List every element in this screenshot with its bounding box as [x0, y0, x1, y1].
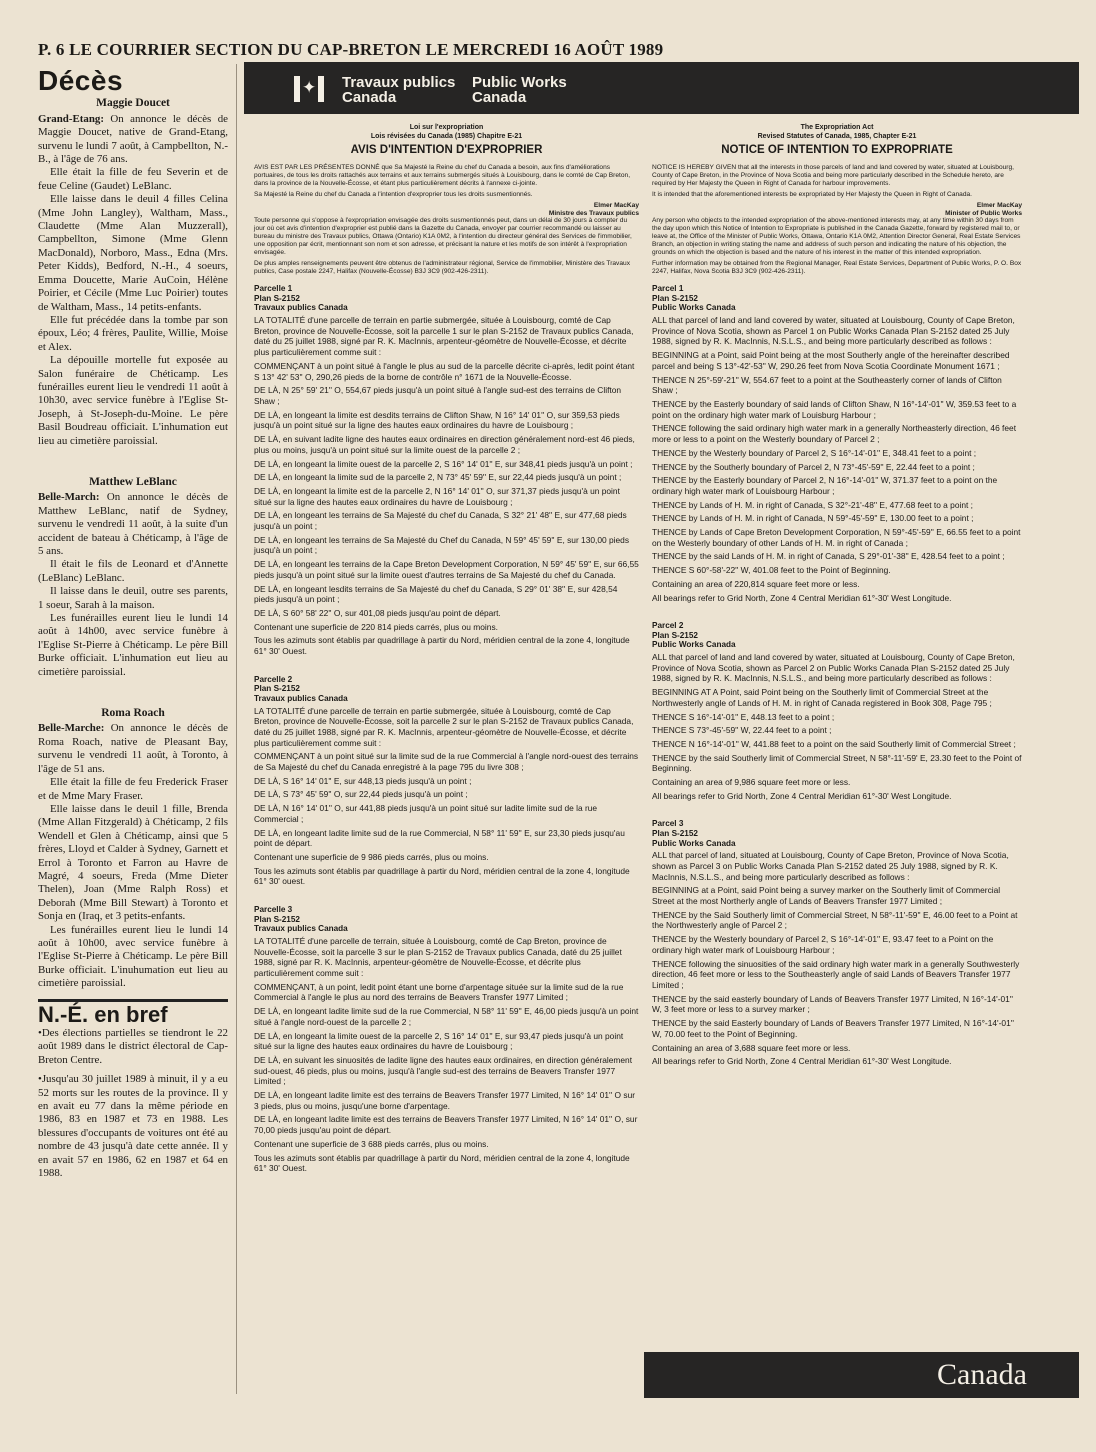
- parcel-line: Tous les azimuts sont établis par quadrillage à partir du Nord, méridien central de la zone 4, longitude 61° 30' ouest.: [254, 865, 630, 887]
- parcel-line: THENCE N 25°-59'-21'' W, 554.67 feet to a point at the Southeasterly corner of lands of Clifton Shaw ;: [652, 374, 1002, 396]
- notice-intro: AVIS EST PAR LES PRÉSENTES DONNÉ que Sa Majesté la Reine du chef du Canada a besoin, aux fins d'améliorations portuaires, de tous les droits rattachés aux terrains et aux terrains submergés situés à Louisbourg, dans le comté de Cap Breton, dans la province de la Nouvelle-Écosse, et étant plus particulièrement décrits à l'annexe ci-jointe.: [254, 163, 631, 187]
- obituary: [38, 476, 228, 679]
- parcel-list: [254, 284, 639, 1174]
- parcel-line: Tous les azimuts sont établis par quadrillage à partir du Nord, méridien central de la zone 4, longitude 61° 30' Ouest.: [254, 635, 630, 657]
- notice-objection: Toute personne qui s'oppose à l'expropriation envisagée des droits susmentionnés peut, dans un délai de 30 jours à compter du jour où cet avis d'intention d'exproprier est publié dans la Gazette du Canada, envoyer par courrier recommandé ou laisser au bureau du ministre des Travaux publics, Ottawa (Ontario) K1A 0M2, à l'intention du directeur général des Services de l'immobilier, une opposition par écrit, mentionnant son nom et son adresse, et précisant la nature et les motifs de son intérêt à l'expropriation envisagée.: [254, 217, 632, 257]
- notice-intent: It is intended that the aforementioned interests be expropriated by Her Majesty the Queen in Right of Canada.: [652, 190, 972, 198]
- obituary-name: Matthew LeBlanc: [89, 475, 177, 488]
- canada-wordmark-bar: [644, 1352, 1079, 1398]
- notice-info: De plus amples renseignements peuvent être obtenus de l'administrateur régional, Service de l'immobilier, Ministère des Travaux publics, Case postale 2247, Halifax (Nouvelle-Écosse) B3J 3C9 (902-426-2311).: [254, 260, 630, 276]
- parcel-line: ALL that parcel of land, situated at Louisbourg, County of Cape Breton, Province of Nova Scotia, shown as Parcel 3 on Public Works Canada Plan S-2152 dated 25 July 1988, signed by R. K. MacInnis, N.S.L.S., and being more particularly described as follows :: [652, 850, 1009, 882]
- parcel-line: DE LÀ, en longeant les terrains de Sa Majesté du chef du Canada, S 32° 21' 48'' E, sur 477,68 pieds jusqu'à un point ;: [254, 510, 627, 532]
- parcel-line: THENCE by Lands of Cape Breton Development Corporation, N 59°-45'-59'' E, 66.55 feet to a point on the Westerly boundary of other Lands of H. M. in right of Canada ;: [652, 527, 1021, 548]
- obituary-paragraph: [38, 113, 228, 167]
- parcel-line: DE LÀ, S 16° 14' 01'' E, sur 448,13 pieds jusqu'à un point ;: [254, 775, 472, 786]
- obituary-paragraph: [38, 722, 228, 776]
- parcel-line: BEGINNING at a Point, said Point being at the most Southerly angle of the hereinafter described parcel and being S 13°-42'-53'' W, 290.26 feet from Nova Scotia Coordinate Monument 1671 ;: [652, 350, 1010, 371]
- parcel-line: DE LÀ, en suivant les sinuosités de ladite ligne des hautes eaux ordinaires, en direction généralement sud-ouest, 46 pieds, plus ou moins, jusqu'à l'angle sud-est des terrains de Beavers Transfer 1977 Limited ;: [254, 1054, 633, 1087]
- government-banner: [244, 62, 1079, 114]
- parcel-line: LA TOTALITÉ d'une parcelle de terrain en partie submergée, située à Louisbourg, comté de Cap Breton, province de Nouvelle-Écosse, soit la parcelle 1 sur le plan S-2152 de Travaux publics Canada, daté du 25 juillet 1988, signé par R. K. MacInnis, arpenteur-géomètre de Nouvelle-Écosse, et décrite plus particulièrement comme suit :: [254, 315, 634, 358]
- parcel-line: THENCE by the Easterly boundary of said lands of Clifton Shaw, N 16°-14'-01'' W, 359.53 feet to a point on the ordinary high water mark of Louisburg Harbour ;: [652, 399, 1017, 420]
- deces-heading: Décès: [38, 65, 124, 96]
- act-reference: The Expropriation Act Revised Statutes of Canada, 1985, Chapter E-21: [757, 124, 917, 140]
- obituary-paragraph: [38, 491, 228, 558]
- bref-heading: N.-É. en bref: [38, 1001, 168, 1027]
- parcel-line: Containing an area of 3,688 square feet more or less.: [652, 1042, 851, 1053]
- parcel-heading: Parcelle 1 Plan S-2152 Travaux publics Canada: [254, 284, 348, 313]
- obituary-paragraph: Elle laisse dans le deuil 1 fille, Brenda (Mme Allan Fitzgerald) à Chéticamp, 2 fils Wendell et Glen à Chéticamp, ainsi que 5 frères, Lloyd et Calder à Sydney, Garnett et Errol à Toronto et Farron au Havre de Magré, 4 soeurs, Freda (Mme Dieter Thelen), Joan (Mme Ralph Ross) et Deborah (Mme Bill Stewart) à Toronto et Sonja en (Iraq, et 3 petits-enfants.: [38, 802, 228, 923]
- minister-signature: Elmer MacKay Minister of Public Works: [945, 201, 1022, 217]
- parcel-line: Containing an area of 9,986 square feet more or less.: [652, 777, 851, 788]
- obituary-paragraph: Il laisse dans le deuil, outre ses parents, 1 soeur, Sarah à la maison.: [38, 585, 228, 611]
- obituary-place: Belle-March:: [38, 491, 100, 504]
- parcel-block: [652, 284, 1022, 603]
- parcel-line: DE LÀ, en longeant la limite ouest de la parcelle 2, S 16° 14' 01'' E, sur 348,41 pieds jusqu'à un point ;: [254, 458, 633, 469]
- obituary-place: Grand-Etang:: [38, 112, 104, 125]
- parcel-line: THENCE by the said Easterly boundary of Lands of Beavers Transfer 1977 Limited, N 16°-14'-01'' W, 70.00 feet to the Point of Beginning.: [652, 1018, 1014, 1039]
- obituary-text: On annonce le décès de Roma Roach, native de Pleasant Bay, survenu le vendredi 11 août, à Toronto, à l'âge de 51 ans.: [38, 722, 228, 775]
- obituary-paragraph: Il était le fils de Leonard et d'Annette (LeBlanc) LeBlanc.: [38, 558, 228, 584]
- parcel-line: Contenant une superficie de 9 986 pieds carrés, plus ou moins.: [254, 851, 489, 862]
- parcel-line: DE LÀ, en longeant ladite limite sud de la rue Commercial, N 58° 11' 59'' E, 46,00 pieds jusqu'à un point situé à l'angle nord-ouest de la parcelle 2 ;: [254, 1006, 639, 1027]
- obituary-name: Roma Roach: [101, 707, 165, 720]
- notice-intro: NOTICE IS HEREBY GIVEN that all the interests in those parcels of land and land covered by water, situated at Louisbourg, County of Cape Breton, in the Province of Nova Scotia and being more particularly described in the Schedule hereto, are required by Her Majesty the Queen in Right of Canada for harbour improvements.: [652, 163, 1014, 187]
- parcel-line: DE LÀ, en longeant la limite sud de la parcelle 2, N 73° 45' 59'' E, sur 22,44 pieds jusqu'à un point ;: [254, 472, 622, 483]
- minister-signature: Elmer MacKay Ministre des Travaux publics: [548, 201, 639, 217]
- parcel-heading: Parcelle 3 Plan S-2152 Travaux publics Canada: [254, 905, 348, 934]
- parcel-heading: Parcel 1 Plan S-2152 Public Works Canada: [652, 284, 736, 313]
- parcel-line: THENCE by the Southerly boundary of Parcel 2, N 73°-45'-59'' E, 22.44 feet to a point ;: [652, 461, 975, 472]
- obituary-text: On annonce le décès de Maggie Doucet, native de Grand-Etang, survenu le lundi 7 août, à Campbellton, N.-B., à l'âge de 76 ans.: [38, 112, 228, 166]
- parcel-line: THENCE S 60°-58'-22'' W, 401.08 feet to the Point of Beginning.: [652, 565, 891, 576]
- parcel-line: THENCE by Lands of H. M. in right of Canada, N 59°-45'-59'' E, 130.00 feet to a point ;: [652, 513, 974, 524]
- parcel-line: THENCE S 16°-14'-01'' E, 448.13 feet to a point ;: [652, 711, 835, 722]
- bref-item: •Jusqu'au 30 juillet 1989 à minuit, il y a eu 52 morts sur les routes de la province. Il y en avait eu 77 dans la même période en 1986, 83 en 1987 et 73 en 1988. Les blessures d'occupants de voitures ont été au nombre de 43 jusqu'à date cette année. Il y en avait 57 en 1986, 62 en 1987 et 64 en 1988.: [38, 1073, 228, 1180]
- parcel-line: DE LÀ, en longeant ladite limite est des terrains de Beavers Transfer 1977 Limited, N 16° 14' 01'' O sur 3 pieds, plus ou moins, jusqu'une borne d'arpentage.: [254, 1090, 636, 1111]
- parcel-line: THENCE following the sinuosities of the said ordinary high water mark in a generally Southwesterly direction, 46 feet more or less to the Southeasterly angle of said Lands of Beavers Transfer 1977 Limited ;: [652, 958, 1020, 990]
- maple-leaf-icon: ✦: [302, 78, 317, 97]
- parcel-line: BEGINNING AT A Point, said Point being on the Southerly limit of Commercial Street at the Northwesterly angle of Lands of H. M. in right of Canada registered in Book 308, Page 795 ;: [652, 687, 992, 708]
- parcel-block: [254, 905, 639, 1174]
- notice-english: [652, 124, 1022, 1070]
- act-reference: Loi sur l'expropriation Lois révisées du Canada (1985) Chapitre E-21: [370, 124, 523, 140]
- parcel-line: THENCE by the Westerly boundary of Parcel 2, S 16°-14'-01'' E, 93.47 feet to a Point on the ordinary high water mark of Louisbourg Harbour ;: [652, 934, 994, 955]
- parcel-line: DE LÀ, S 73° 45' 59'' O, sur 22,44 pieds jusqu'à un point ;: [254, 789, 468, 800]
- parcel-line: DE LÀ, en longeant ladite limite sud de la rue Commercial, N 58° 11' 59'' E, sur 23,30 pieds jusqu'au point de départ.: [254, 827, 625, 849]
- parcel-line: THENCE following the said ordinary high water mark in a generally Northeasterly direction, 46 feet more or less to a point on the Westerly boundary of Parcel 2 ;: [652, 423, 1017, 445]
- parcel-line: All bearings refer to Grid North, Zone 4 Central Meridian 61°-30' West Longitude.: [652, 790, 952, 801]
- obituary-paragraph: La dépouille mortelle fut exposée au Salon funéraire de Chéticamp. Les funérailles eurent lieu le vendredi 11 août à 10h30, avec service funèbre à l'Eglise St-Joseph, à St-Joseph-du-Moine. Le père Basil Boudreau officiait. L'inhumation eut lieu au cimetière paroissial.: [38, 354, 228, 447]
- obituary-name: Maggie Doucet: [96, 97, 170, 110]
- obituary-paragraph: Elle fut précédée dans la tombe par son époux, Léo; 4 frères, Paulite, Willie, Moise et Alex.: [38, 313, 228, 353]
- parcel-line: DE LÀ, N 25° 59' 21'' O, 554,67 pieds jusqu'à un point situé à l'angle sud-est des terrains de Clifton Shaw ;: [254, 385, 622, 406]
- obituary-paragraph: Elle laisse dans le deuil 4 filles Celina (Mme John Langley), Waltham, Mass., Claudette (Mme Alan Muzzerall), Campbellton, Simone (Mme Glenn MacDonald), Norboro, Mass., Edna (Mrs. Peter Kidds), Bedford, N.-H., 4 soeurs, Emma Doucette, Marie AuCoin, Hélène Poirier, et Cécile (Mme Luc Poirier) toutes de Waltham, Mass., 14 petits-enfants.: [38, 193, 228, 313]
- parcel-line: ALL that parcel of land and land covered by water, situated at Louisbourg, County of Cape Breton, Province of Nova Scotia, shown as Parcel 1 on Public Works Canada Plan S-2152 dated 25 July 1988, signed by R. K. MacInnis, N.S.L.S., and being more particularly described as follows :: [652, 315, 1015, 347]
- parcel-line: Contenant une superficie de 3 688 pieds carrés, plus ou moins.: [254, 1138, 489, 1149]
- parcel-line: DE LÀ, en longeant ladite limite est des terrains de Beavers Transfer 1977 Limited, N 16° 14' 01'' O, sur 70,00 pieds jusqu'au point de départ.: [254, 1114, 638, 1136]
- parcel-heading: Parcel 3 Plan S-2152 Public Works Canada: [652, 819, 736, 848]
- column-divider: [236, 64, 237, 1394]
- parcel-line: LA TOTALITÉ d'une parcelle de terrain en partie submergée, située à Louisbourg, comté de Cap Breton, province de Nouvelle-Écosse, soit la parcelle 2 sur le plan S-2152 de Travaux publics Canada, daté du 25 juillet 1988, signé par R. K. MacInnis, arpenteur-géomètre de Nouvelle-Écosse, et décrite plus particulièrement comme suit :: [254, 705, 634, 748]
- parcel-line: All bearings refer to Grid North, Zone 4 Central Meridian 61°-30' West Longitude.: [652, 1056, 952, 1067]
- parcel-line: All bearings refer to Grid North, Zone 4 Central Meridian 61°-30' West Longitude.: [652, 592, 952, 603]
- parcel-line: THENCE by the Said Southerly limit of Commercial Street, N 58°-11'-59'' E, 46.00 feet to a Point at the Northwesterly angle of Parcel 2 ;: [652, 909, 1018, 931]
- obituaries-column: [38, 65, 228, 1180]
- parcel-line: COMMENÇANT à un point situé à l'angle le plus au sud de la parcelle décrite ci-après, ledit point étant S 13° 42' 53'' O, 290,26 pieds de la borne de contrôle n° 1671 de la Nouvelle-Écosse.: [254, 360, 635, 382]
- parcel-line: Tous les azimuts sont établis par quadrillage à partir du Nord, méridien central de la zone 4, longitude 61° 30' Ouest.: [254, 1152, 630, 1174]
- parcel-line: THENCE S 73°-45'-59'' W, 22.44 feet to a point ;: [652, 725, 832, 736]
- department-name-en: Public Works Canada: [472, 74, 567, 106]
- parcel-list: [652, 284, 1022, 1067]
- parcel-line: LA TOTALITÉ d'une parcelle de terrain, située à Louisbourg, comté de Cap Breton, province de Nouvelle-Écosse, soit la parcelle 3 sur le plan S-2152 de Travaux publics Canada, daté du 25 juillet 1988, signé par R. K. MacInnis, arpenteur-géomètre de Nouvelle-Écosse, et décrite plus particulièrement comme suit :: [254, 935, 622, 978]
- parcel-line: COMMENÇANT, à un point, ledit point étant une borne d'arpentage située sur la limite sud de la rue Commercial à l'angle le plus au nord des terrains de Beavers Transfer 1977 Limited ;: [254, 981, 624, 1003]
- parcel-line: DE LÀ, en longeant les terrains de la Cape Breton Development Corporation, N 59° 45' 59'' E, sur 66,55 pieds jusqu'à un point situé sur la limite ouest d'autres terrains de Sa Majesté du chef du Canada.: [254, 559, 639, 580]
- obituary-place: Belle-Marche:: [38, 722, 105, 735]
- parcel-block: [652, 621, 1022, 801]
- notice-objection: Any person who objects to the intended expropriation of the above-mentioned interests may, at any time within 30 days from the day upon which this Notice of Intention to Expropriate is published in the Canada Gazette, forward by registered mail to, or leave at, the Office of the Minister of Public Works, Ottawa, Ontario K1A 0M2, Attention Director General, Real Estate Services Branch, an objection in writing stating the name and address of such person and indicating the nature of his objection, the grounds on which the objection is based and the nature of his interest in the matter of this intended expropriation.: [652, 217, 1021, 257]
- obituary-paragraph: Elle était la fille de feu Frederick Fraser et de Mme Mary Fraser.: [38, 776, 228, 802]
- department-name-fr: Travaux publics Canada: [342, 74, 456, 106]
- parcel-line: DE LÀ, en longeant les terrains de Sa Majesté du Chef du Canada, N 59° 45' 59'' E, sur 130,00 pieds jusqu'à un point ;: [254, 534, 630, 556]
- parcel-line: Containing an area of 220,814 square feet more or less.: [652, 578, 860, 589]
- parcel-block: [254, 675, 639, 887]
- page-masthead: P. 6 LE COURRIER SECTION DU CAP-BRETON LE MERCREDI 16 AOÛT 1989: [38, 40, 664, 59]
- parcel-line: DE LÀ, S 60° 58' 22'' O, sur 401,08 pieds jusqu'au point de départ.: [254, 607, 501, 618]
- parcel-heading: Parcel 2 Plan S-2152 Public Works Canada: [652, 621, 736, 650]
- notice-intent: Sa Majesté la Reine du chef du Canada a l'intention d'exproprier tous les droits susmentionnés.: [254, 190, 533, 198]
- parcel-block: [254, 284, 639, 656]
- canada-wordmark: Canada: [937, 1358, 1027, 1391]
- parcel-line: THENCE by the said Southerly limit of Commercial Street, N 58°-11'-59' E, 23.30 feet to the Point of Beginning.: [652, 752, 1022, 774]
- parcel-line: THENCE by Lands of H. M. in right of Canada, S 32°-21'-48'' E, 477.68 feet to a point ;: [652, 499, 973, 510]
- parcel-line: DE LÀ, en longeant la limite ouest de la parcelle 2, S 16° 14' 01'' E, sur 93,47 pieds jusqu'à un point situé sur la ligne des hautes eaux ordinaires du havre de Louisbourg ;: [254, 1030, 624, 1052]
- parcel-line: DE LÀ, en longeant la limite est desdits terrains de Clifton Shaw, N 16° 14' 01'' O, sur 359,53 pieds jusqu'à un point situé sur la ligne des hautes eaux ordinaires du havre de Louisbourg ;: [254, 409, 620, 431]
- obituary: [38, 707, 228, 991]
- parcel-line: DE LÀ, en longeant la limite est de la parcelle 2, N 16° 14' 01'' O, sur 371,37 pieds jusqu'à un point situé sur la ligne des hautes eaux ordinaires du havre de Louisbourg ;: [254, 485, 620, 507]
- parcel-line: DE LÀ, en suivant ladite ligne des hautes eaux ordinaires en direction généralement nord-est 46 pieds, plus ou moins, jusqu'à un point situé sur la limite ouest de la parcelle 2 ;: [254, 434, 635, 455]
- obituary-paragraph: Les funérailles eurent lieu le lundi 14 août à 10h00, avec service funèbre à l'Eglise St-Pierre à Chéticamp. Le père Bill Burke officiait. L'inuhumation eut lieu au cimetière paroissial.: [38, 923, 228, 990]
- parcel-line: DE LÀ, N 16° 14' 01'' O, sur 441,88 pieds jusqu'à un point situé sur ladite limite sud de la rue Commercial ;: [254, 803, 598, 824]
- obituary-paragraph: Les funérailles eurent lieu le lundi 14 août à 14h00, avec service funèbre à l'Eglise St-Pierre à Chéticamp. Le père Bill Burke officiait. L'inhumation eut lieu au cimetière paroissial.: [38, 612, 228, 678]
- bref-item: •Des élections partielles se tiendront le 22 août 1989 dans le district électoral de Cap-Breton Centre.: [38, 1027, 228, 1066]
- parcel-block: [652, 819, 1022, 1066]
- parcel-line: THENCE by the Westerly boundary of Parcel 2, S 16°-14'-01'' E, 348.41 feet to a point ;: [652, 447, 977, 458]
- obituary-paragraph: Elle était la fille de feu Severin et de feue Celine (Gaudet) LeBlanc.: [38, 166, 228, 192]
- parcel-line: ALL that parcel of land and land covered by water, situated at Louisbourg, County of Cape Breton, Province of Nova Scotia, shown as Parcel 2 on Public Works Canada Plan S-2152 dated 25 July 1988, signed by R. K. MacInnis, N.S.L.S., and being more particularly described as follows :: [652, 652, 1015, 684]
- parcel-line: THENCE N 16°-14'-01'' W, 441.88 feet to a point on the said Southerly limit of Commercial Street ;: [652, 738, 1016, 749]
- notice-french: [254, 124, 639, 1177]
- notice-title: AVIS D'INTENTION D'EXPROPRIER: [350, 144, 543, 156]
- parcel-line: THENCE by the said easterly boundary of Lands of Beavers Transfer 1977 Limited, N 16°-14'-01'' W, 3 feet more or less to a survey marker ;: [652, 993, 1014, 1015]
- notice-info: Further information may be obtained from the Regional Manager, Real Estate Services, Department of Public Works, P. O. Box 2247, Halifax, Nova Scotia B3J 3C9 (902-426-2311).: [652, 260, 1022, 276]
- parcel-line: THENCE by the said Lands of H. M. in right of Canada, S 29°-01'-38'' E, 428.54 feet to a point ;: [652, 551, 1005, 562]
- parcel-line: Contenant une superficie de 220 814 pieds carrés, plus ou moins.: [254, 621, 498, 632]
- parcel-line: DE LÀ, en longeant lesdits terrains de Sa Majesté du chef du Canada, S 29° 01' 38'' E, sur 428,54 pieds jusqu'à un point ;: [254, 583, 618, 605]
- obituary: [38, 97, 228, 448]
- canada-flag-icon: [294, 76, 324, 102]
- parcel-line: COMMENÇANT à un point situé sur la limite sud de la rue Commercial à l'angle nord-ouest des terrains de Sa Majesté du chef du Canada enregistré à la page 795 du livre 308 ;: [254, 751, 639, 773]
- parcel-line: THENCE by the Easterly boundary of Parcel 2, N 16°-14'-01'' W, 371.37 feet to a point on the ordinary high water mark of Louisbourg Harbour ;: [652, 475, 998, 496]
- parcel-line: BEGINNING at a Point, said Point being a survey marker on the Southerly limit of Commercial Street at the most Northerly angle of Lands of Beavers Transfer 1977 Limited ;: [652, 885, 1001, 907]
- notice-title: NOTICE OF INTENTION TO EXPROPRIATE: [721, 144, 953, 156]
- expropriation-notice-ad: [244, 62, 1079, 1398]
- obituary-text: On annonce le décès de Matthew LeBlanc, natif de Sydney, survenu le vendredi 11 août, à la suite d'un accident de bateau à Chéticamp, à l'âge de 5 ans.: [38, 491, 228, 557]
- parcel-heading: Parcelle 2 Plan S-2152 Travaux publics Canada: [254, 674, 348, 703]
